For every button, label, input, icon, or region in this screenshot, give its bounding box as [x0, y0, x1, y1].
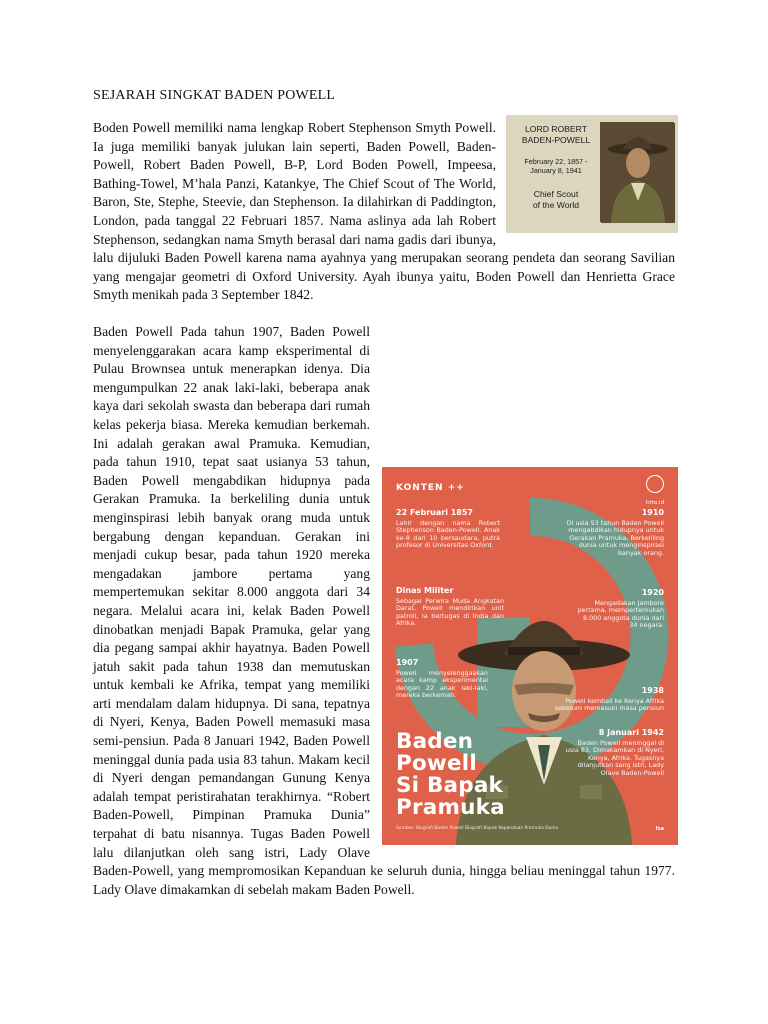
poster-event: 1938 Powell kembali ke Kenya Afrika sebelum memasuki masa pensiun [554, 686, 664, 713]
poster-source: Sumber: Biografi Baden Powell Biografi Bapak Kepanduan Pramuka Dunia [396, 826, 559, 832]
poster-event: 1920 Mengadakan Jambore pertama, mempertemukan 8.000 anggota dunia dari 34 negara. [577, 588, 664, 630]
portrait-name: LORD ROBERT BADEN-POWELL [521, 124, 591, 145]
paragraph-1: LORD ROBERT BADEN-POWELL February 22, 1857 - January 8, 1941 Chief Scout of the World Boden Powell memiliki nama lengkap Robert Stephenson Smyth Powell. Ia juga memiliki banyak julukan lain seperti, Baden Powell, Baden-Powell, Robert Baden Powell, B-P, Lord Boden Powell, Impeesa, Bathing-Towel, M’hala Panzi, Katankye, The Chief Scout of The World, Baron, Ste, Stephe, Steevie, dan Stephenson. Ia dilahirkan di Paddington, London, pada tanggal 22 Februari 1857. Nama aslinya ada lah Robert Stephenson, sedangkan nama Smyth berasal dari nama gadis dari ibunya, lalu dijuluki Baden Powell karena nama ayahnya yang merupakan seorang pendeta dan seorang Savilian yang mengajar geometri di Oxford University. Ayah ibunya yaitu, Boden Powell dan Henrietta Grace Smyth menikah pada 3 September 1842. [93, 119, 675, 305]
portrait-card [506, 115, 678, 233]
poster-header: KONTEN ++ [396, 483, 465, 493]
poster-badge: fsa [655, 826, 664, 833]
poster-event: 8 Januari 1942 Baden Powell meninggal di usia 83. Dimakamkan di Nyeri, Kenya, Afrika. Tugasnya dilanjutkan sang istri, Lady Olave Baden-Powell [565, 728, 664, 777]
poster-event: 22 Februari 1857 Lahir dengan nama Robert Stephenson Baden-Powell. Anak ke-8 dari 10 bersaudara, putra profesor di Universitas Oxford. [396, 508, 500, 550]
paragraph-2: KONTEN ++ tirto.id 22 Februari 1857 Lahir dengan nama Robert Stephenson Baden-Powell. Anak ke-8 dari 10 bersaudara, putra profesor di Universitas Oxford. Dinas Militer Sebagai Perwira Muda Angkatan Darat, Powell mendirikan unit patroli, la bertugas di India dan Afrika. 1907 Powell menyelenggaakan acara kamp eksperimental dengan 22 anak laki-laki, mereka berkemah. 1910 Di usia 53 tahun Baden Powell mengabdikan hidupnya untuk Gerakan Pramuka. Berkeliling dunia untuk menginspirasi banyak orang. 1920 Mengadakan Jambore pertama, mempertemukan 8.000 anggota dunia dari 34 negara. 1938 Powell kembali ke Kenya Afrika sebelum memasuki masa pensiun 8 Januari 1942 Baden Powell meninggal di usia 83. Dimakamkan di Nyeri, Kenya, Afrika. Tugasnya dilanjutkan sang istri, Lady Olave Baden-Powell Baden Powell Si Bapak Pramuka Sumber: Biografi Baden Powell Biografi Bapak Kepanduan Pramuka Dunia fsa Baden Powell Pada tahun 1907, Baden Powell menyelenggarakan acara kamp eksperimental di Pulau Brownsea untuk menerapkan idenya. Dia mengumpulkan 22 anak laki-laki, beberapa anak kaya dari sekolah swasta dan beberapa dari rumah kelas pekerja biasa. Mereka kemudian berkemah. Ini adalah gerakan awal Pramuka. Kemudian, pada tahun 1910, tepat saat usianya 53 tahun, Baden Powell mengabdikan hidupnya pada Gerakan Pramuka. Ia berkeliling dunia untuk menginspirasi lebih banyak orang muda untuk bergabung dengan kepanduan. Gerakan ini menjadi cukup besar, pada tahun 1920 mereka mengadakan jambore pertama yang mempertemukan sekitar 8.000 anggota dari 34 negara. Melalui acara ini, kelak Baden Powell dinobatkan menjadi Bapak Pramuka, gelar yang dia pegang sampai akhir hayatnya. Baden Powell jatuh sakit pada tahun 1938 dan memutuskan untuk kembali ke Afrika, tempat yang memiliki arti mendalam dalam hidupnya. Di sana, tepatnya di Nyeri, Kenya, Baden Powell memasuki masa semi-pensiun. Pada 8 Januari 1942, Baden Powell meninggal dunia pada usia 83 tahun. Makam kecil di Nyeri dengan pemandangan Gunung Kenya adalah tempat peristirahatan terakhirnya. “Robert Baden-Powell, Pimpinan Pramuka Dunia” terpahat di batu nisannya. Tugas Baden Powell lalu dilanjutkan oleh sang istri, Lady Olave Baden-Powell, yang mempromosikan Kepanduan ke seluruh dunia, hingga beliau meninggal tahun 1977. Lady Olave dimakamkan di sebelah makam Baden Powell. [93, 323, 675, 899]
portrait-dates: February 22, 1857 - January 8, 1941 [524, 157, 588, 175]
portrait-caption: Chief Scout of the World [532, 189, 580, 210]
poster-event: 1910 Di usia 53 tahun Baden Powell mengabdikan hidupnya untuk Gerakan Pramuka. Berkeliling dunia untuk menginspirasi banyak orang. [566, 508, 664, 557]
page-title: SEJARAH SINGKAT BADEN POWELL [93, 88, 336, 103]
poster-event: 1907 Powell menyelenggaakan acara kamp eksperimental dengan 22 anak laki-laki, mereka berkemah. [396, 658, 488, 700]
poster-title: Baden Powell Si Bapak Pramuka [396, 729, 505, 820]
poster-logo: tirto.id [642, 475, 668, 513]
poster-event: Dinas Militer Sebagai Perwira Muda Angkatan Darat, Powell mendirikan unit patroli, la bertugas di India dan Afrika. [396, 586, 504, 628]
infographic-poster [382, 467, 678, 845]
portrait-photo [600, 122, 674, 222]
